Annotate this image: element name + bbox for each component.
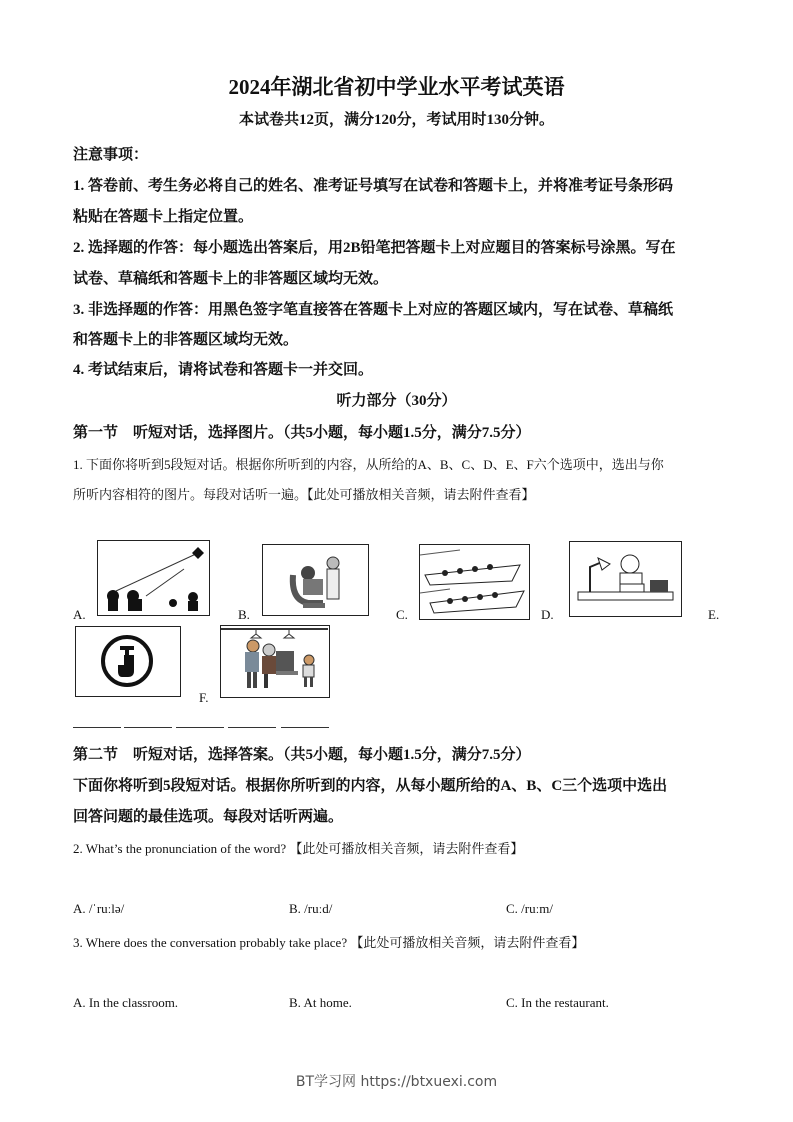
question-3-stem: 3. Where does the conversation probably take place? 【此处可播放相关音频，请去附件查看】 [73, 935, 585, 950]
section1-heading: 第一节 听短对话，选择图片。（共5小题，每小题1.5分，满分7.5分） [73, 425, 531, 441]
picture-dentist [262, 544, 369, 616]
q1-instructions-line1: 1. 下面你将听到5段短对话。根据你所听到的内容，从所给的A、B、C、D、E、F六个选项中，选出与你 [73, 457, 664, 472]
section2-instr-line1: 下面你将听到5段短对话。根据你所听到的内容，从每小题所给的A、B、C三个选项中选出 [73, 778, 668, 794]
answer-blank-5[interactable] [281, 727, 329, 728]
option-d-label: D. [541, 607, 554, 622]
section2-instr-line2: 回答问题的最佳选项。每段对话听两遍。 [73, 809, 344, 825]
answer-blank-1[interactable] [73, 727, 121, 728]
listening-heading: 听力部分（30分） [336, 393, 457, 409]
note-2-line2: 试卷、草稿纸和答题卡上的非答题区域均无效。 [73, 271, 389, 287]
answer-blank-4[interactable] [228, 727, 276, 728]
option-a-label: A. [73, 607, 86, 622]
exam-title: 2024年湖北省初中学业水平考试英语 [228, 75, 565, 99]
option-c-label: C. [396, 607, 408, 622]
watermark-footer: BT学习网 https://btxuexi.com [295, 1074, 498, 1090]
question-2-stem: 2. What’s the pronunciation of the word? 【此处可播放相关音频，请去附件查看】 [73, 841, 524, 856]
q3-option-c[interactable]: C. In the restaurant. [506, 995, 609, 1010]
section2-heading: 第二节 听短对话，选择答案。（共5小题，每小题1.5分，满分7.5分） [73, 747, 531, 763]
answer-blank-2[interactable] [124, 727, 172, 728]
q2-option-c[interactable]: C. /ruːm/ [506, 901, 553, 916]
notes-heading: 注意事项： [73, 147, 149, 163]
q3-option-a[interactable]: A. In the classroom. [73, 995, 179, 1010]
option-f-label: F. [199, 690, 209, 705]
option-e-label: E. [708, 607, 720, 622]
q1-instructions-line2: 所听内容相符的图片。每段对话听一遍。【此处可播放相关音频，请去附件查看】 [73, 487, 535, 502]
note-3-line2: 和答题卡上的非答题区域均无效。 [73, 332, 299, 348]
note-1-line2: 粘贴在答题卡上指定位置。 [73, 209, 254, 225]
q2-option-a[interactable]: A. /ˈruːlə/ [73, 901, 125, 916]
picture-kites [97, 540, 210, 616]
q3-option-b[interactable]: B. At home. [289, 995, 352, 1010]
answer-blank-3[interactable] [176, 727, 224, 728]
note-4: 4. 考试结束后，请将试卷和答题卡一并交回。 [73, 362, 374, 378]
picture-sign [75, 626, 181, 697]
picture-dragon-boats [419, 544, 530, 620]
note-1-line1: 1. 答卷前、考生务必将自己的姓名、准考证号填写在试卷和答题卡上，并将准考证号条形码 [73, 178, 674, 194]
picture-studying [569, 541, 682, 617]
note-3-line1: 3. 非选择题的作答：用黑色签字笔直接答在答题卡上对应的答题区域内，写在试卷、草稿纸 [73, 302, 674, 318]
exam-subtitle: 本试卷共12页，满分120分，考试用时130分钟。 [238, 112, 554, 128]
option-b-label: B. [238, 607, 250, 622]
q2-option-b[interactable]: B. /ruːd/ [289, 901, 333, 916]
note-2-line1: 2. 选择题的作答：每小题选出答案后，用2B铅笔把答题卡上对应题目的答案标号涂黑。写在 [73, 240, 676, 256]
picture-bus-seat [220, 625, 330, 698]
